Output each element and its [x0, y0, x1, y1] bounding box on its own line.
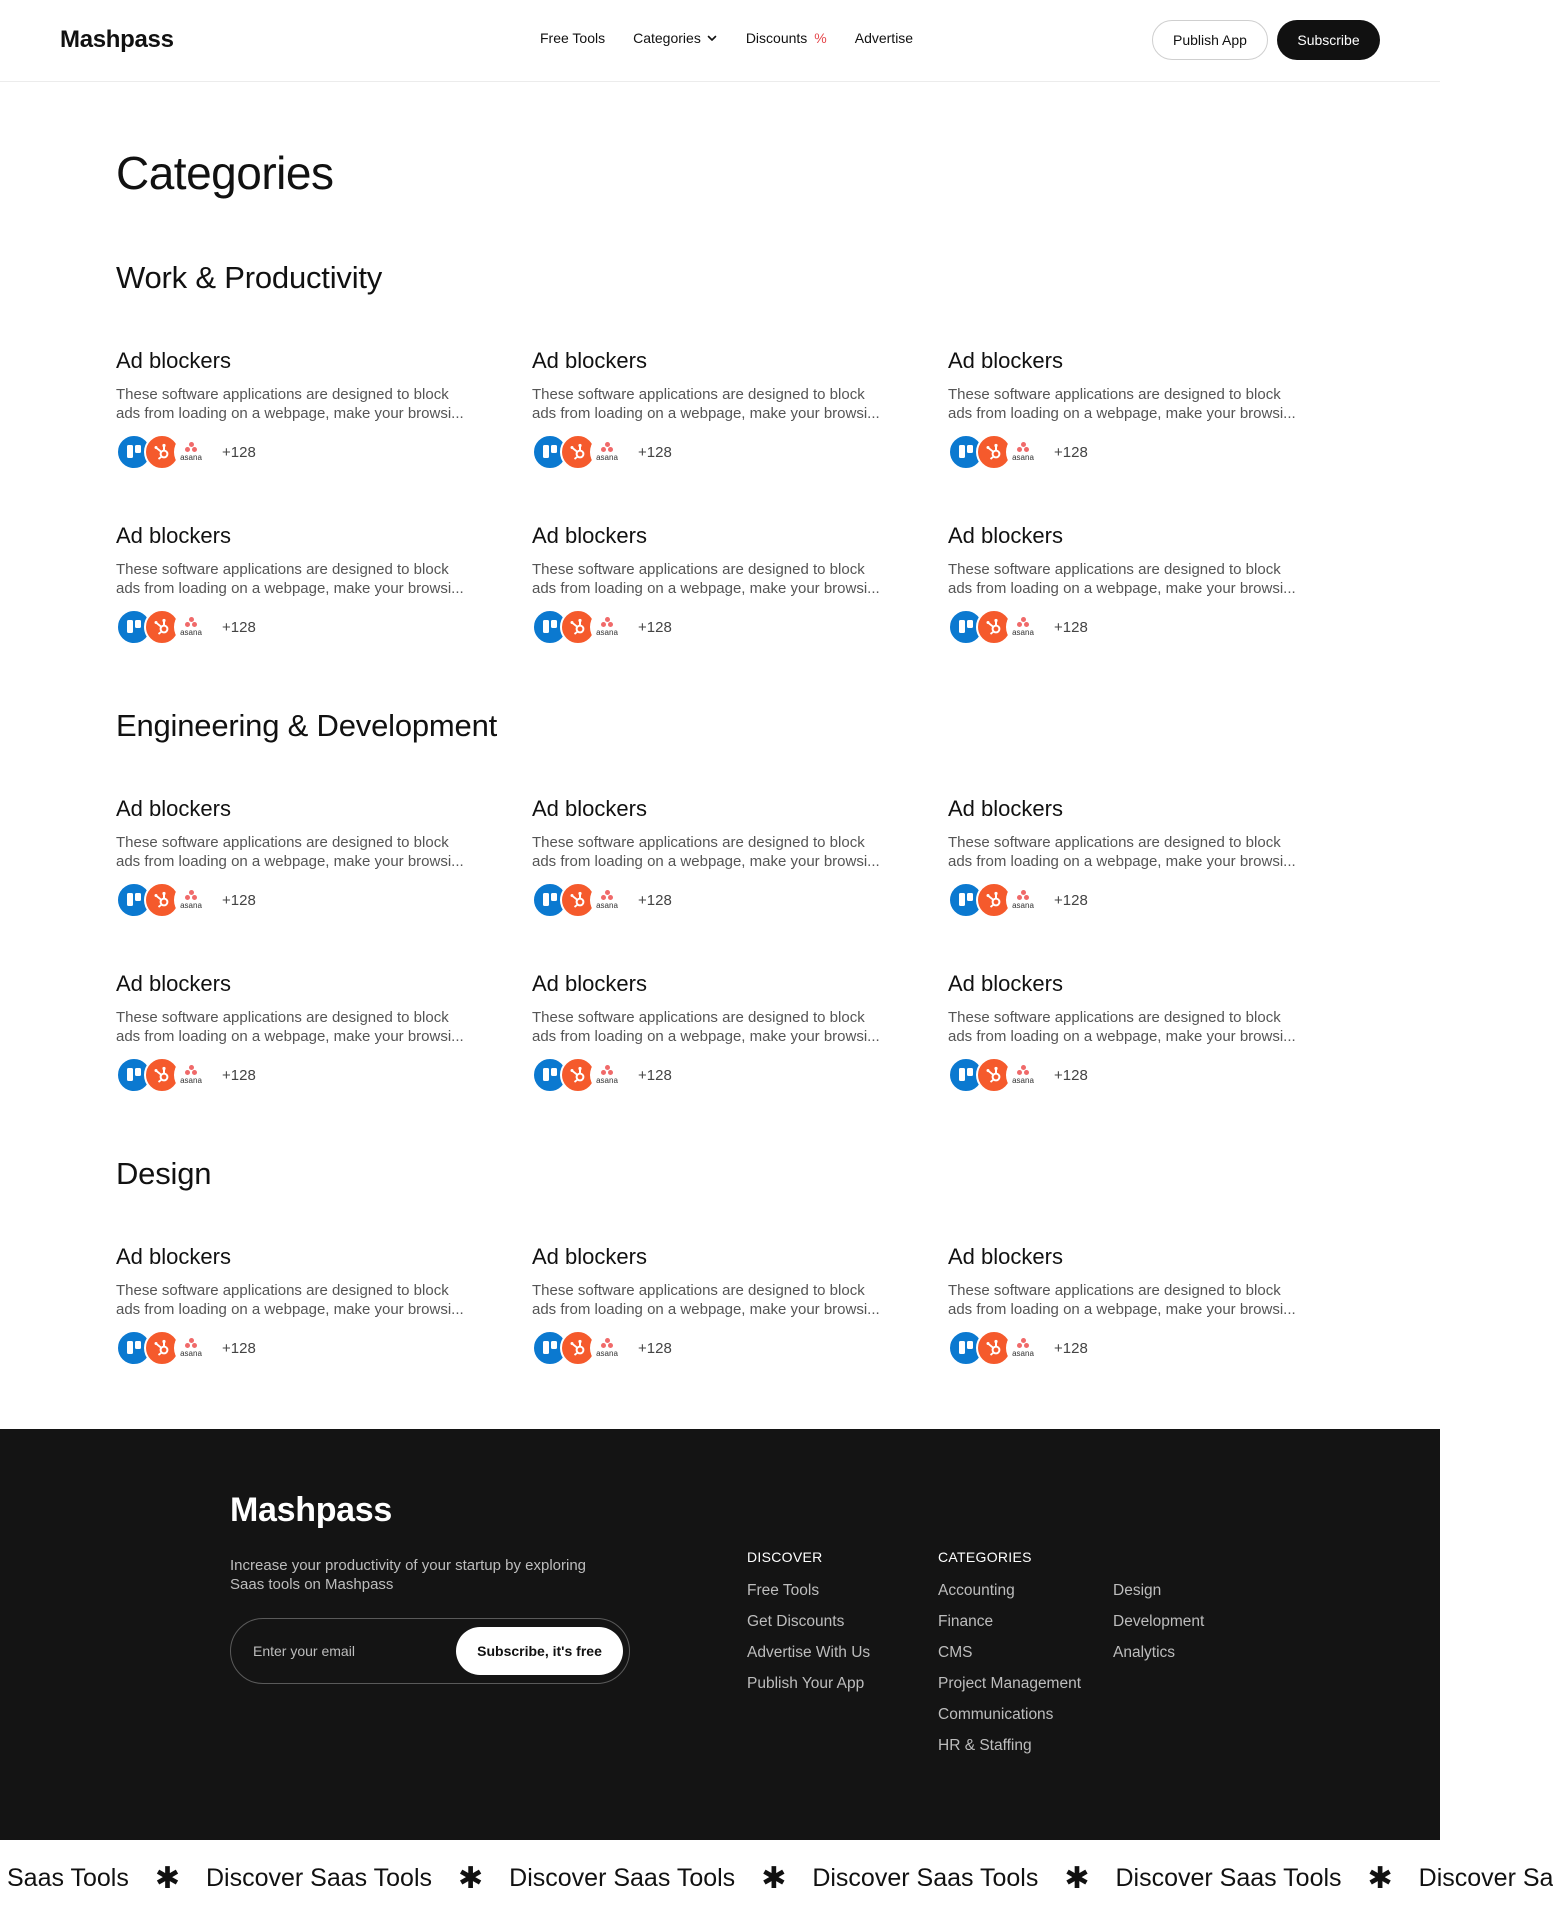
asana-label: asana	[180, 901, 202, 910]
card-description-line: ads from loading on a webpage, make your browsi...	[116, 405, 464, 422]
more-apps-count[interactable]: +128	[1054, 618, 1088, 636]
card-title[interactable]: Ad blockers	[948, 1244, 1063, 1269]
card-description	[948, 560, 1328, 598]
footer-discover-heading: DISCOVER	[747, 1549, 823, 1565]
app-logos	[116, 1330, 496, 1366]
marquee-text: Discover Saas Tools	[509, 1864, 736, 1892]
subscribe-button[interactable]: Subscribe	[1277, 20, 1380, 60]
asana-icon	[174, 882, 208, 918]
app-logos	[532, 1330, 912, 1366]
category-card-design[interactable]	[532, 1244, 912, 1366]
asana-icon	[590, 609, 624, 645]
footer-link-advertise[interactable]: Advertise With Us	[747, 1644, 871, 1661]
card-description-line: These software applications are designed to block	[532, 1282, 865, 1299]
app-logos	[116, 882, 496, 918]
card-description-line: ads from loading on a webpage, make your browsi...	[532, 1028, 880, 1045]
asana-icon	[174, 434, 208, 470]
card-title[interactable]: Ad blockers	[116, 523, 231, 548]
nav-advertise-label: Advertise	[854, 30, 914, 46]
asterisk-icon: ✱	[458, 1862, 484, 1895]
app-logos	[948, 1057, 1328, 1093]
category-card-work-productivity[interactable]	[532, 348, 912, 470]
card-title[interactable]: Ad blockers	[948, 523, 1063, 548]
app-logos	[532, 882, 912, 918]
percent-icon: %	[814, 30, 827, 46]
app-logos	[116, 434, 496, 470]
asana-icon	[1006, 1330, 1040, 1366]
site-header	[0, 0, 1440, 82]
footer-categories-column-2	[1113, 1581, 1204, 1674]
asterisk-icon: ✱	[1367, 1862, 1393, 1895]
asana-icon	[174, 1330, 208, 1366]
marquee-text: Discover Saas Tools	[205, 1864, 433, 1892]
marquee-text: Discover Sa	[1418, 1864, 1553, 1892]
more-apps-count[interactable]: +128	[222, 618, 256, 636]
category-card-work-productivity[interactable]	[116, 348, 496, 470]
app-logos	[532, 434, 912, 470]
more-apps-count[interactable]: +128	[222, 891, 256, 909]
card-description-line: These software applications are designed to block	[948, 1009, 1281, 1026]
asana-icon	[1006, 609, 1040, 645]
footer-link-get-discounts[interactable]: Get Discounts	[747, 1613, 845, 1630]
nav-free-tools[interactable]	[540, 30, 605, 46]
card-description-line: ads from loading on a webpage, make your browsi...	[116, 853, 464, 870]
asana-label: asana	[596, 901, 618, 910]
footer-link-hr-staffing[interactable]: HR & Staffing	[938, 1737, 1032, 1754]
footer-tagline: Increase your productivity of your startup by exploring Saas tools on Mashpass	[230, 1557, 587, 1593]
card-title[interactable]: Ad blockers	[532, 348, 647, 373]
app-logos	[532, 1057, 912, 1093]
card-description	[532, 560, 912, 598]
footer-logo[interactable]: Mashpass	[230, 1491, 393, 1529]
marquee-banner	[0, 1840, 1553, 1916]
asana-icon	[1006, 434, 1040, 470]
asana-icon	[174, 1057, 208, 1093]
footer-link-finance[interactable]: Finance	[938, 1613, 994, 1630]
card-description-line: ads from loading on a webpage, make your browsi...	[948, 580, 1296, 597]
asana-label: asana	[596, 1349, 618, 1358]
more-apps-count[interactable]: +128	[638, 891, 672, 909]
card-description	[116, 560, 496, 598]
app-logos	[948, 1330, 1328, 1366]
card-description-line: These software applications are designed to block	[948, 386, 1281, 403]
card-title[interactable]: Ad blockers	[532, 796, 647, 821]
card-description-line: ads from loading on a webpage, make your browsi...	[532, 1301, 880, 1318]
email-field[interactable]	[253, 1639, 453, 1663]
card-title[interactable]: Ad blockers	[532, 1244, 647, 1269]
category-card-engineering-development[interactable]	[948, 971, 1328, 1093]
section-title-engineering-development: Engineering & Development	[116, 708, 498, 743]
card-description-line: ads from loading on a webpage, make your browsi...	[948, 1301, 1296, 1318]
more-apps-count[interactable]: +128	[1054, 1339, 1088, 1357]
more-apps-count[interactable]: +128	[638, 443, 672, 461]
card-description-line: ads from loading on a webpage, make your browsi...	[948, 1028, 1296, 1045]
card-title[interactable]: Ad blockers	[948, 796, 1063, 821]
asterisk-icon: ✱	[761, 1862, 787, 1895]
card-description-line: ads from loading on a webpage, make your browsi...	[116, 580, 464, 597]
marquee-text: Saas Tools	[7, 1864, 129, 1892]
card-description	[116, 833, 496, 871]
category-card-engineering-development[interactable]	[532, 971, 912, 1093]
footer-link-accounting[interactable]: Accounting	[938, 1582, 1015, 1599]
footer-link-analytics[interactable]: Analytics	[1113, 1644, 1176, 1661]
category-card-engineering-development[interactable]	[532, 796, 912, 918]
marquee-text: Discover Saas Tools	[1115, 1864, 1342, 1892]
card-description-line: These software applications are designed to block	[116, 561, 449, 578]
footer-categories-column	[938, 1549, 1081, 1767]
card-description-line: These software applications are designed to block	[116, 1009, 449, 1026]
card-title[interactable]: Ad blockers	[116, 796, 231, 821]
category-card-design[interactable]	[948, 1244, 1328, 1366]
asana-label: asana	[1012, 628, 1034, 637]
card-description-line: ads from loading on a webpage, make your browsi...	[948, 853, 1296, 870]
card-description	[116, 1008, 496, 1046]
category-card-work-productivity[interactable]	[116, 523, 496, 645]
card-description-line: ads from loading on a webpage, make your browsi...	[116, 1301, 464, 1318]
card-description-line: These software applications are designed to block	[116, 834, 449, 851]
app-logos	[532, 609, 912, 645]
footer-link-design[interactable]: Design	[1113, 1582, 1162, 1599]
footer-discover-column	[747, 1549, 870, 1705]
marquee-row	[7, 1864, 1553, 1893]
asana-label: asana	[180, 628, 202, 637]
card-title[interactable]: Ad blockers	[532, 523, 647, 548]
publish-app-button[interactable]: Publish App	[1152, 20, 1268, 60]
asterisk-icon: ✱	[1064, 1862, 1090, 1895]
footer-link-development[interactable]: Development	[1113, 1613, 1205, 1630]
footer-categories-heading: CATEGORIES	[938, 1549, 1032, 1565]
asterisk-icon: ✱	[154, 1862, 180, 1895]
card-description-line: These software applications are designed to block	[532, 561, 865, 578]
card-description-line: These software applications are designed to block	[532, 1009, 865, 1026]
asana-label: asana	[596, 628, 618, 637]
category-card-engineering-development[interactable]	[116, 796, 496, 918]
asana-label: asana	[596, 1076, 618, 1085]
newsletter-subscribe-button[interactable]: Subscribe, it's free	[456, 1627, 623, 1675]
section-title-work-productivity: Work & Productivity	[116, 260, 383, 295]
asana-icon	[590, 1057, 624, 1093]
footer-link-communications[interactable]: Communications	[938, 1706, 1054, 1723]
card-description	[532, 1008, 912, 1046]
more-apps-count[interactable]: +128	[222, 1339, 256, 1357]
card-description-line: These software applications are designed to block	[532, 834, 865, 851]
asana-icon	[590, 1330, 624, 1366]
more-apps-count[interactable]: +128	[222, 1066, 256, 1084]
card-title[interactable]: Ad blockers	[116, 1244, 231, 1269]
category-card-engineering-development[interactable]	[948, 796, 1328, 918]
card-description-line: These software applications are designed to block	[116, 1282, 449, 1299]
site-footer	[0, 1429, 1440, 1840]
section-title-design: Design	[116, 1156, 212, 1191]
category-card-work-productivity[interactable]	[948, 523, 1328, 645]
marquee-text: Discover Saas Tools	[812, 1864, 1039, 1892]
card-description-line: These software applications are designed to block	[116, 386, 449, 403]
card-description-line: ads from loading on a webpage, make your browsi...	[532, 853, 880, 870]
card-description	[532, 1281, 912, 1319]
card-description	[532, 385, 912, 423]
category-card-design[interactable]	[116, 1244, 496, 1366]
card-description	[948, 385, 1328, 423]
card-description-line: ads from loading on a webpage, make your browsi...	[532, 580, 880, 597]
card-description	[116, 385, 496, 423]
card-title[interactable]: Ad blockers	[116, 971, 231, 996]
app-logos	[116, 1057, 496, 1093]
card-title[interactable]: Ad blockers	[532, 971, 647, 996]
card-description	[948, 1281, 1328, 1319]
card-description	[948, 1008, 1328, 1046]
asana-label: asana	[1012, 453, 1034, 462]
card-description-line: These software applications are designed to block	[532, 386, 865, 403]
footer-link-free-tools[interactable]: Free Tools	[747, 1582, 820, 1599]
nav-discounts[interactable]	[746, 30, 827, 46]
site-logo[interactable]: Mashpass	[60, 26, 174, 53]
more-apps-count[interactable]: +128	[638, 1066, 672, 1084]
app-logos	[948, 609, 1328, 645]
asana-label: asana	[596, 453, 618, 462]
more-apps-count[interactable]: +128	[1054, 891, 1088, 909]
asana-icon	[590, 882, 624, 918]
card-description-line: These software applications are designed to block	[948, 834, 1281, 851]
footer-link-publish-app[interactable]: Publish Your App	[747, 1675, 865, 1692]
asana-label: asana	[180, 1349, 202, 1358]
category-card-engineering-development[interactable]	[116, 971, 496, 1093]
main-nav	[540, 30, 913, 46]
card-title[interactable]: Ad blockers	[948, 348, 1063, 373]
more-apps-count[interactable]: +128	[638, 1339, 672, 1357]
nav-free-tools-label: Free Tools	[540, 30, 606, 46]
asana-label: asana	[1012, 901, 1034, 910]
card-description-line: ads from loading on a webpage, make your browsi...	[116, 1028, 464, 1045]
page-title: Categories	[116, 147, 334, 199]
more-apps-count[interactable]: +128	[1054, 443, 1088, 461]
nav-discounts-label: Discounts	[745, 30, 808, 46]
nav-categories-label: Categories	[633, 30, 701, 46]
nav-categories[interactable]	[633, 30, 718, 46]
card-title[interactable]: Ad blockers	[116, 348, 231, 373]
more-apps-count[interactable]: +128	[1054, 1066, 1088, 1084]
newsletter-form	[230, 1618, 630, 1684]
nav-advertise[interactable]	[855, 30, 913, 46]
more-apps-count[interactable]: +128	[222, 443, 256, 461]
asana-label: asana	[1012, 1349, 1034, 1358]
asana-icon	[174, 609, 208, 645]
card-description-line: These software applications are designed to block	[948, 1282, 1281, 1299]
card-title[interactable]: Ad blockers	[948, 971, 1063, 996]
chevron-down-icon	[706, 32, 718, 44]
more-apps-count[interactable]: +128	[638, 618, 672, 636]
asana-label: asana	[180, 1076, 202, 1085]
asana-label: asana	[180, 453, 202, 462]
category-card-work-productivity[interactable]	[532, 523, 912, 645]
asana-label: asana	[1012, 1076, 1034, 1085]
card-description-line: ads from loading on a webpage, make your browsi...	[948, 405, 1296, 422]
footer-link-cms[interactable]: CMS	[938, 1644, 973, 1661]
footer-link-project-management[interactable]: Project Management	[938, 1675, 1082, 1692]
card-description-line: ads from loading on a webpage, make your browsi...	[532, 405, 880, 422]
card-description-line: These software applications are designed to block	[948, 561, 1281, 578]
app-logos	[948, 434, 1328, 470]
card-description	[532, 833, 912, 871]
category-card-work-productivity[interactable]	[948, 348, 1328, 470]
app-logos	[116, 609, 496, 645]
asana-icon	[590, 434, 624, 470]
asana-icon	[1006, 1057, 1040, 1093]
app-logos	[948, 882, 1328, 918]
card-description	[948, 833, 1328, 871]
asana-icon	[1006, 882, 1040, 918]
card-description	[116, 1281, 496, 1319]
